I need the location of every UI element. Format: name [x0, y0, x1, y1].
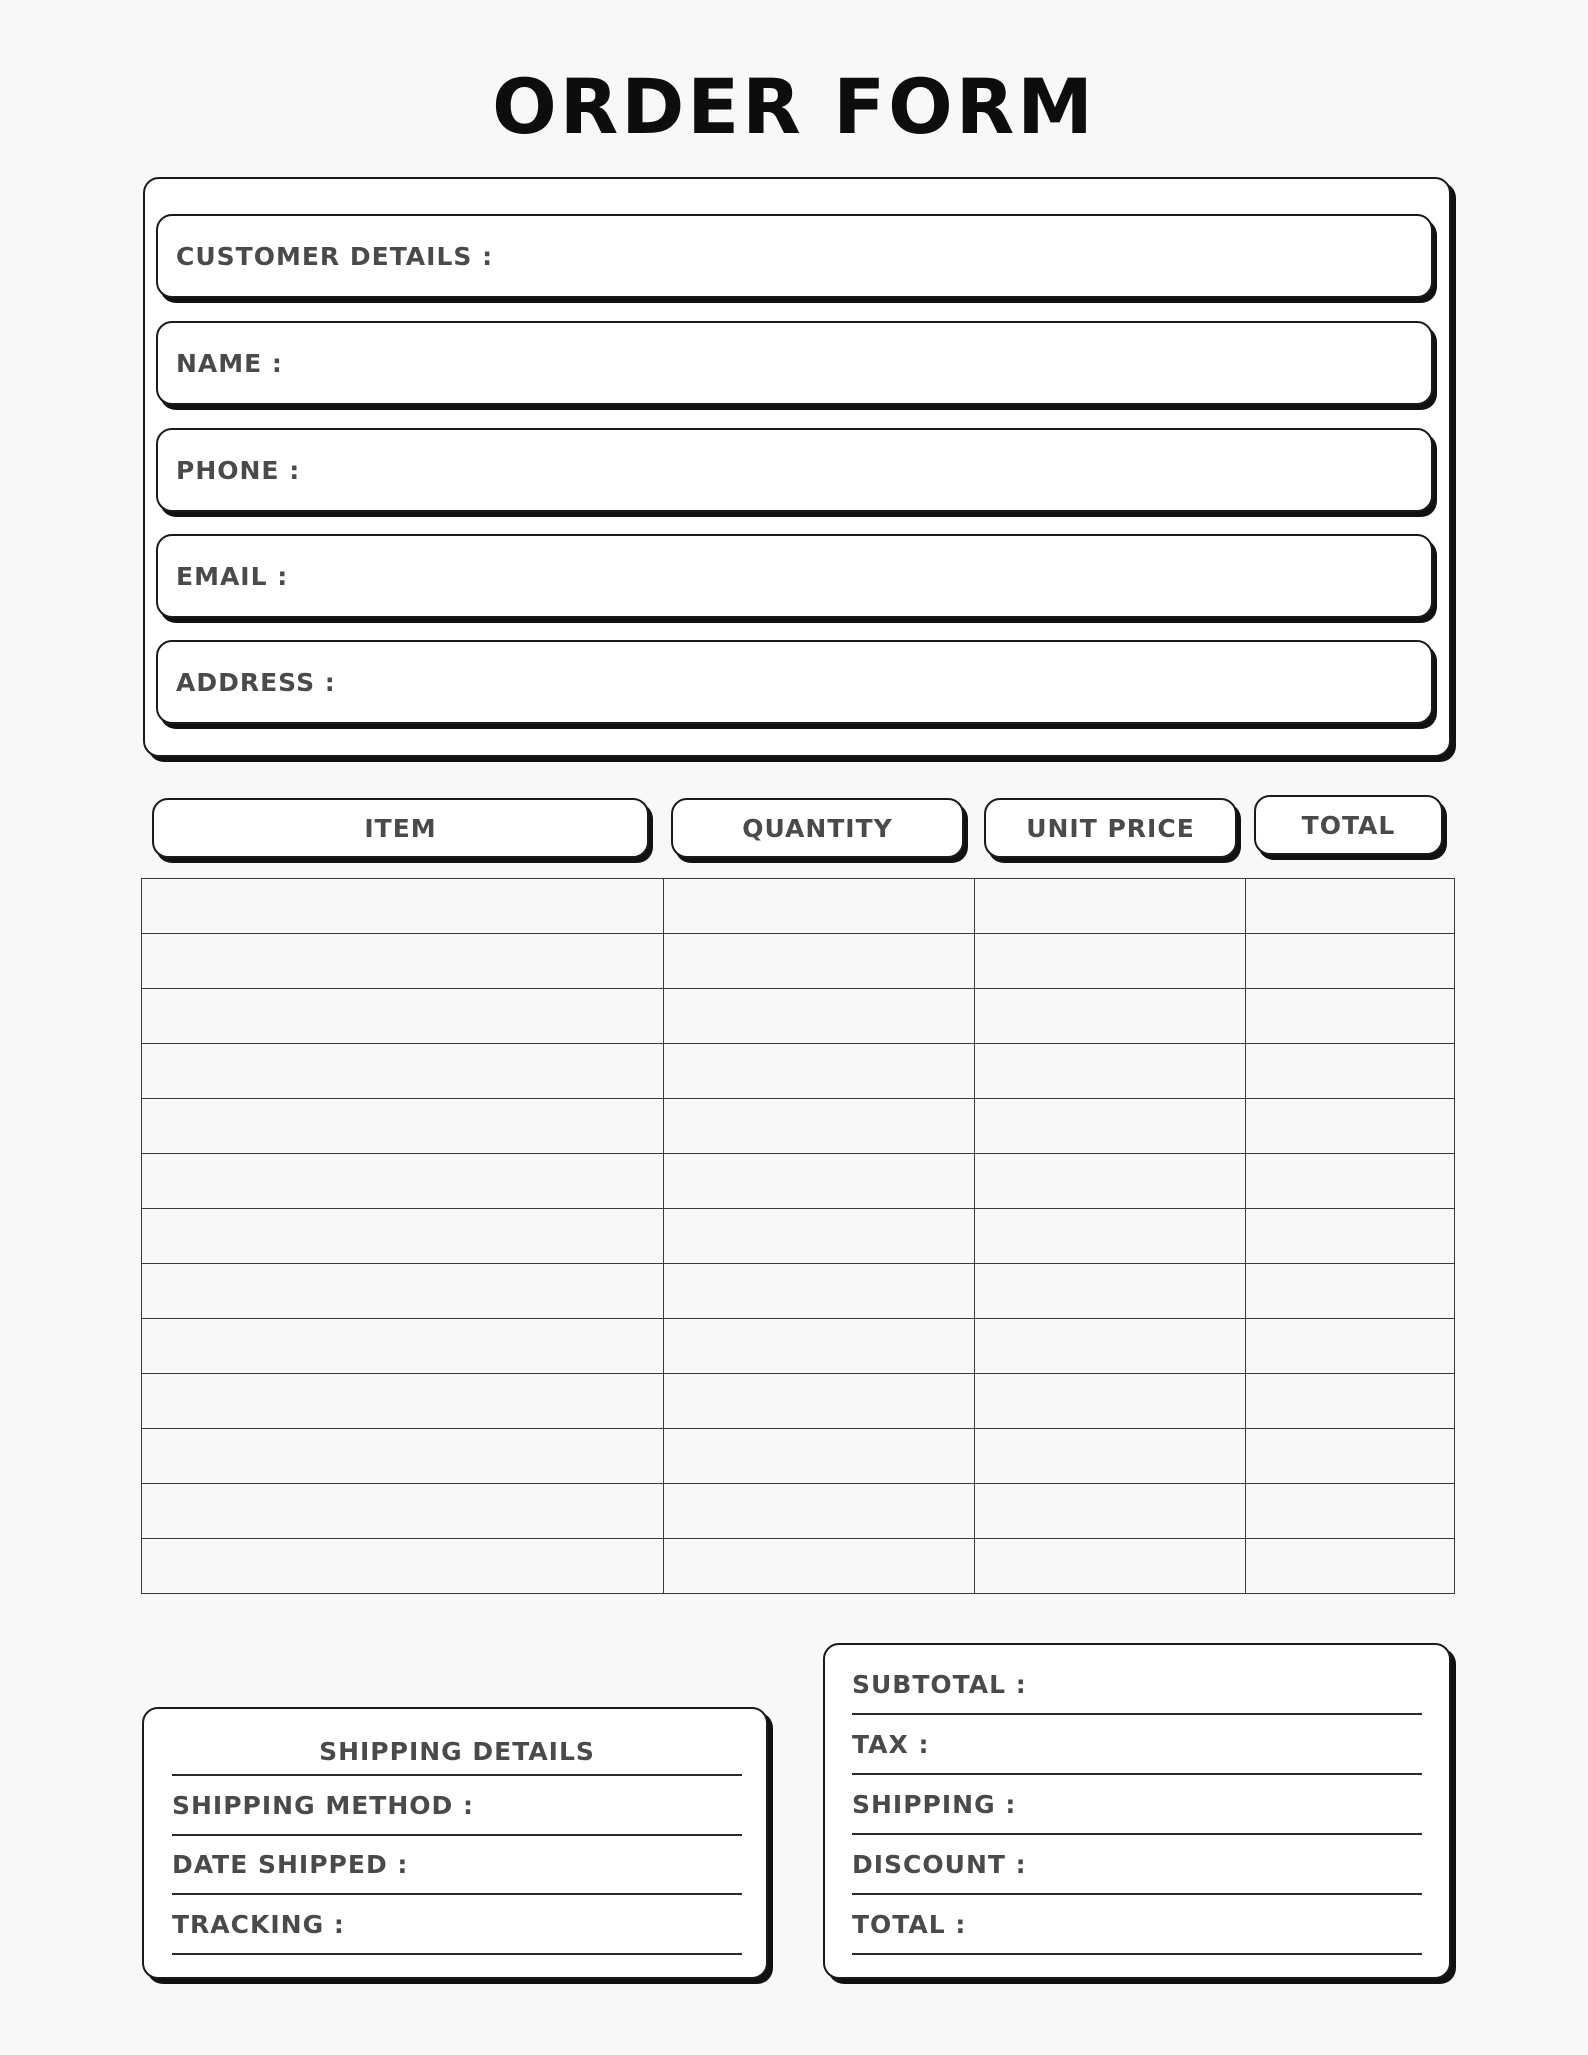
unit-price-cell[interactable]	[975, 1374, 1246, 1429]
discount-label: DISCOUNT :	[852, 1849, 1027, 1879]
shipping-cost-field[interactable]	[852, 1775, 1422, 1835]
unit-price-cell[interactable]	[975, 1209, 1246, 1264]
unit-price-cell[interactable]	[975, 1099, 1246, 1154]
name-field[interactable]	[156, 321, 1433, 405]
tracking-field[interactable]	[172, 1895, 742, 1955]
shipping-method-field[interactable]	[172, 1776, 742, 1836]
total-cell[interactable]	[1246, 934, 1455, 989]
item-cell[interactable]	[142, 1374, 664, 1429]
unit-price-cell[interactable]	[975, 1539, 1246, 1594]
email-label: EMAIL :	[176, 561, 289, 591]
item-cell[interactable]	[142, 934, 664, 989]
table-row	[142, 1044, 1455, 1099]
total-cell[interactable]	[1246, 879, 1455, 934]
unit-price-cell[interactable]	[975, 1319, 1246, 1374]
total-cell[interactable]	[1246, 1319, 1455, 1374]
table-row	[142, 1154, 1455, 1209]
tracking-label: TRACKING :	[172, 1909, 345, 1939]
total-cell[interactable]	[1246, 1429, 1455, 1484]
quantity-cell[interactable]	[663, 1044, 975, 1099]
table-row	[142, 1264, 1455, 1319]
total-header-label: TOTAL	[1301, 810, 1396, 840]
items-table	[141, 878, 1455, 1594]
quantity-cell[interactable]	[663, 934, 975, 989]
unit-price-cell[interactable]	[975, 1264, 1246, 1319]
total-cell[interactable]	[1246, 1099, 1455, 1154]
item-cell[interactable]	[142, 1264, 664, 1319]
table-row	[142, 989, 1455, 1044]
shipping-method-label: SHIPPING METHOD :	[172, 1790, 474, 1820]
item-cell[interactable]	[142, 1539, 664, 1594]
quantity-cell[interactable]	[663, 1429, 975, 1484]
quantity-cell[interactable]	[663, 1484, 975, 1539]
table-row	[142, 1099, 1455, 1154]
quantity-cell[interactable]	[663, 879, 975, 934]
discount-field[interactable]	[852, 1835, 1422, 1895]
table-row	[142, 1484, 1455, 1539]
total-cell[interactable]	[1246, 1539, 1455, 1594]
item-cell[interactable]	[142, 1099, 664, 1154]
shipping-heading-label: SHIPPING DETAILS	[319, 1736, 595, 1766]
quantity-cell[interactable]	[663, 1319, 975, 1374]
total-cell[interactable]	[1246, 1484, 1455, 1539]
email-field[interactable]	[156, 534, 1433, 618]
tax-label: TAX :	[852, 1729, 930, 1759]
unit-price-cell[interactable]	[975, 879, 1246, 934]
quantity-cell[interactable]	[663, 1209, 975, 1264]
quantity-header-label: QUANTITY	[742, 813, 893, 843]
unit-price-header-label: UNIT PRICE	[1026, 813, 1195, 843]
date-shipped-field[interactable]	[172, 1836, 742, 1895]
address-label: ADDRESS :	[176, 667, 336, 697]
total-cell[interactable]	[1246, 1374, 1455, 1429]
unit-price-cell[interactable]	[975, 1484, 1246, 1539]
phone-label: PHONE :	[176, 455, 301, 485]
quantity-cell[interactable]	[663, 1539, 975, 1594]
item-cell[interactable]	[142, 989, 664, 1044]
table-row	[142, 1374, 1455, 1429]
unit-price-cell[interactable]	[975, 1044, 1246, 1099]
table-row	[142, 1539, 1455, 1594]
shipping-cost-label: SHIPPING :	[852, 1789, 1017, 1819]
unit-price-cell[interactable]	[975, 989, 1246, 1044]
subtotal-field[interactable]	[852, 1655, 1422, 1715]
quantity-cell[interactable]	[663, 1374, 975, 1429]
quantity-column-header	[671, 798, 964, 858]
item-cell[interactable]	[142, 1429, 664, 1484]
total-column-header	[1254, 795, 1443, 855]
item-cell[interactable]	[142, 1209, 664, 1264]
item-cell[interactable]	[142, 1044, 664, 1099]
total-cell[interactable]	[1246, 989, 1455, 1044]
item-column-header	[152, 798, 649, 858]
item-cell[interactable]	[142, 1319, 664, 1374]
table-row	[142, 1319, 1455, 1374]
phone-field[interactable]	[156, 428, 1433, 512]
quantity-cell[interactable]	[663, 1154, 975, 1209]
total-cell[interactable]	[1246, 1154, 1455, 1209]
table-row	[142, 934, 1455, 989]
customer-details-field[interactable]	[156, 214, 1433, 298]
total-cell[interactable]	[1246, 1044, 1455, 1099]
tax-field[interactable]	[852, 1715, 1422, 1775]
total-cell[interactable]	[1246, 1264, 1455, 1319]
grand-total-field[interactable]	[852, 1895, 1422, 1955]
customer-details-label: CUSTOMER DETAILS :	[176, 241, 494, 271]
item-cell[interactable]	[142, 1154, 664, 1209]
unit-price-cell[interactable]	[975, 1154, 1246, 1209]
date-shipped-label: DATE SHIPPED :	[172, 1850, 409, 1879]
table-row	[142, 1429, 1455, 1484]
unit-price-cell[interactable]	[975, 934, 1246, 989]
unit-price-cell[interactable]	[975, 1429, 1246, 1484]
subtotal-label: SUBTOTAL :	[852, 1669, 1027, 1699]
table-row	[142, 1209, 1455, 1264]
quantity-cell[interactable]	[663, 989, 975, 1044]
grand-total-label: TOTAL :	[852, 1909, 967, 1939]
name-label: NAME :	[176, 348, 283, 378]
quantity-cell[interactable]	[663, 1099, 975, 1154]
item-cell[interactable]	[142, 1484, 664, 1539]
total-cell[interactable]	[1246, 1209, 1455, 1264]
shipping-heading	[172, 1728, 742, 1776]
quantity-cell[interactable]	[663, 1264, 975, 1319]
item-header-label: ITEM	[364, 813, 437, 843]
item-cell[interactable]	[142, 879, 664, 934]
unit-price-column-header	[984, 798, 1237, 858]
address-field[interactable]	[156, 640, 1433, 724]
table-row	[142, 879, 1455, 934]
page-title: ORDER FORM	[492, 62, 1096, 151]
